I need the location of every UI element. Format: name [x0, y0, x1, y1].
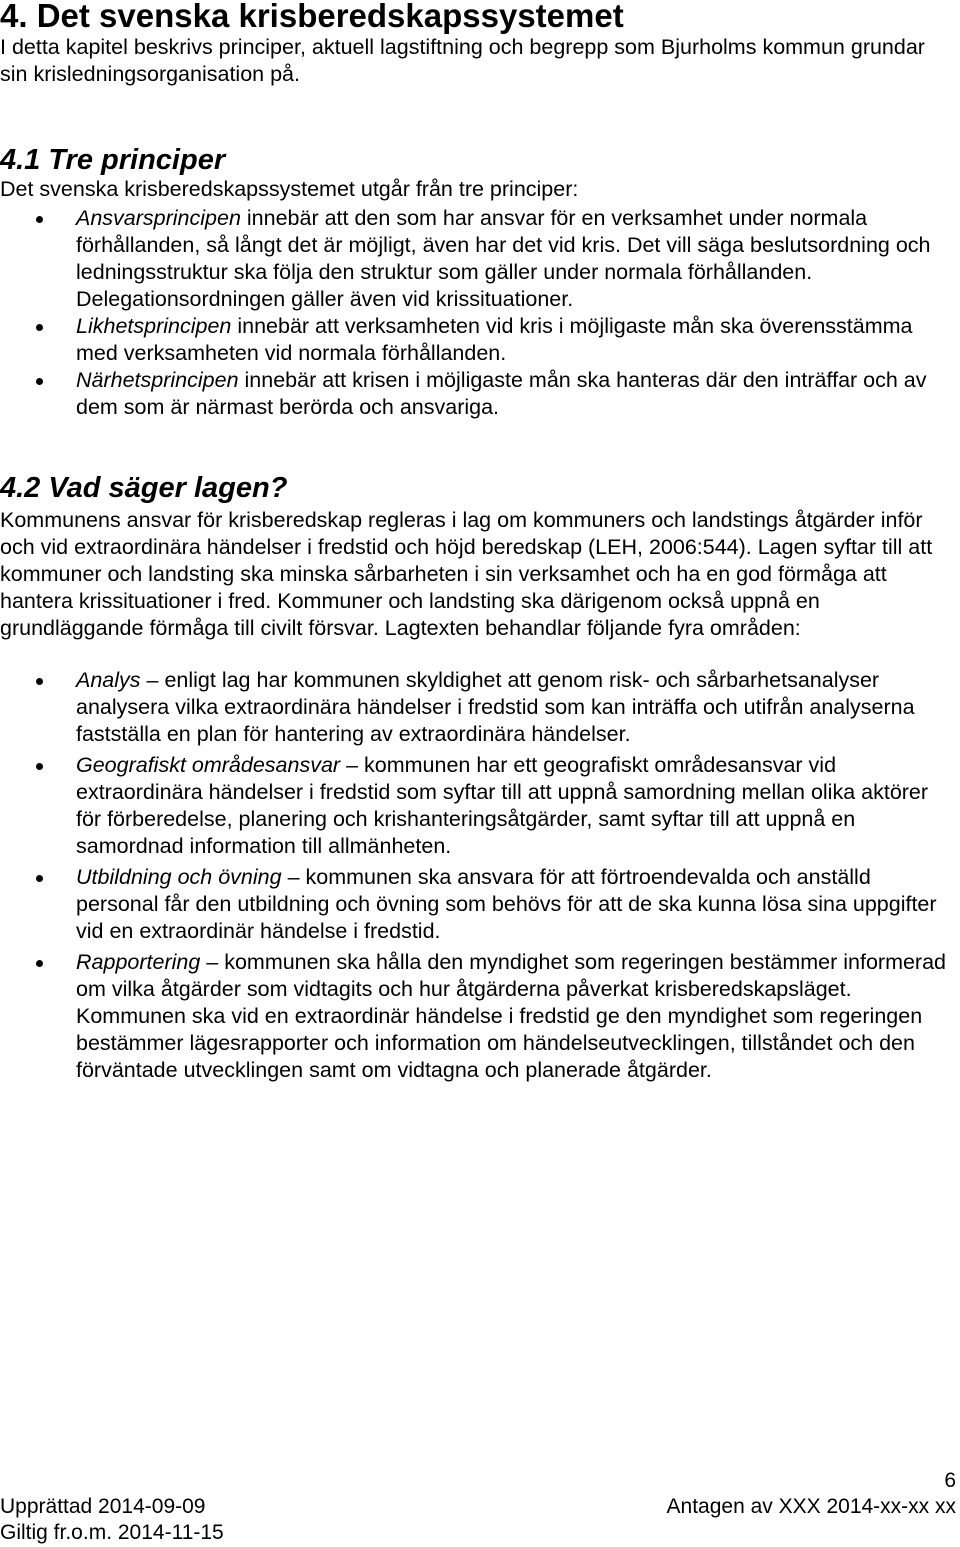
bullet-icon [36, 216, 43, 223]
area-text: – kommunen ska ansvara för att förtroendevalda och anställd personal får den utbildning och övning som behövs för att de ska kunna lösa sina uppgifter vid en extraordinär händelse i fredstid. [76, 865, 937, 943]
area-text: – kommunen ska hålla den myndighet som regeringen bestämmer informerad om vilka åtgärder som vidtagits och hur åtgärderna påverkat krisberedskapsläget. Kommunen ska vid en extraordinär händelse i fredstid ge den myndighet som regeringen bestämmer lägesrapporter och information om händelseutvecklingen, tillståndet och den förväntade utvecklingen samt om vidtagna och planerade åtgärder. [76, 950, 947, 1082]
principle-term: Likhetsprincipen [76, 314, 232, 338]
area-text: – kommunen har ett geografiskt områdesansvar vid extraordinära händelser i fredstid som syftar till att uppnå samordning mellan olika aktörer för förberedelse, planering och krishanteringsåtgärder, samt syftar till att uppnå en samordnad information till allmänheten. [76, 753, 929, 858]
list-item [0, 367, 955, 421]
chapter-title: 4. Det svenska krisberedskapssystemet [0, 0, 624, 34]
area-term: Analys [76, 668, 141, 692]
area-text: – enligt lag har kommunen skyldighet att genom risk- och sårbarhetsanalyser analysera vilka extraordinära händelser i fredstid som kan inträffa och utifrån analyserna fastställa en plan för hantering av extraordinära händelser. [76, 668, 915, 746]
law-areas-list [0, 667, 955, 1088]
principles-list [0, 205, 955, 421]
bullet-icon [36, 678, 43, 685]
list-item [0, 667, 955, 748]
list-item [0, 949, 955, 1084]
principle-term: Ansvarsprincipen [76, 206, 241, 230]
principle-term: Närhetsprincipen [76, 368, 239, 392]
page-number: 6 [944, 1469, 956, 1492]
bullet-icon [36, 324, 43, 331]
footer-approved: Antagen av XXX 2014-xx-xx xx [666, 1495, 956, 1518]
section-title-law: 4.2 Vad säger lagen? [0, 472, 288, 504]
bullet-icon [36, 378, 43, 385]
bullet-icon [36, 763, 43, 770]
section-title-principles: 4.1 Tre principer [0, 144, 226, 176]
principle-text: innebär att krisen i möjligaste mån ska hanteras där den inträffar och av dem som är närmast berörda och ansvariga. [76, 368, 927, 419]
area-term: Utbildning och övning [76, 865, 282, 889]
area-term: Geografiskt områdesansvar [76, 753, 341, 777]
area-term: Rapportering [76, 950, 201, 974]
list-item [0, 864, 955, 945]
law-lead: Kommunens ansvar för krisberedskap regleras i lag om kommuners och landstings åtgärder inför och vid extraordinära händelser i fredstid och höjd beredskap (LEH, 2006:544). Lagen syftar till att kommuner och landsting ska minska sårbarheten i sin verksamhet och ha en god förmåga att hantera krissituationer i fred. Kommuner och landsting ska därigenom också uppnå en grundläggande förmåga till civilt försvar. Lagtexten behandlar följande fyra områden: [0, 508, 933, 640]
list-item [0, 313, 955, 367]
principles-lead: Det svenska krisberedskapssystemet utgår från tre principer: [0, 177, 579, 201]
principle-text: innebär att den som har ansvar för en verksamhet under normala förhållanden, så långt det är möjligt, även har det vid kris. Det vill säga beslutsordning och ledningsstruktur ska följa den struktur som gäller under normala förhållanden. Delegationsordningen gäller även vid krissituationer. [76, 206, 931, 311]
footer-valid-from: Giltig fr.o.m. 2014-11-15 [0, 1521, 224, 1544]
bullet-icon [36, 875, 43, 882]
bullet-icon [36, 960, 43, 967]
chapter-intro: I detta kapitel beskrivs principer, aktuell lagstiftning och begrepp som Bjurholms kommun grundar sin krisledningsorganisation på. [0, 35, 925, 86]
list-item [0, 752, 955, 860]
principle-text: innebär att verksamheten vid kris i möjligaste mån ska överensstämma med verksamheten vid normala förhållanden. [76, 314, 913, 365]
list-item [0, 205, 955, 313]
footer-created-date: Upprättad 2014-09-09 [0, 1495, 206, 1518]
